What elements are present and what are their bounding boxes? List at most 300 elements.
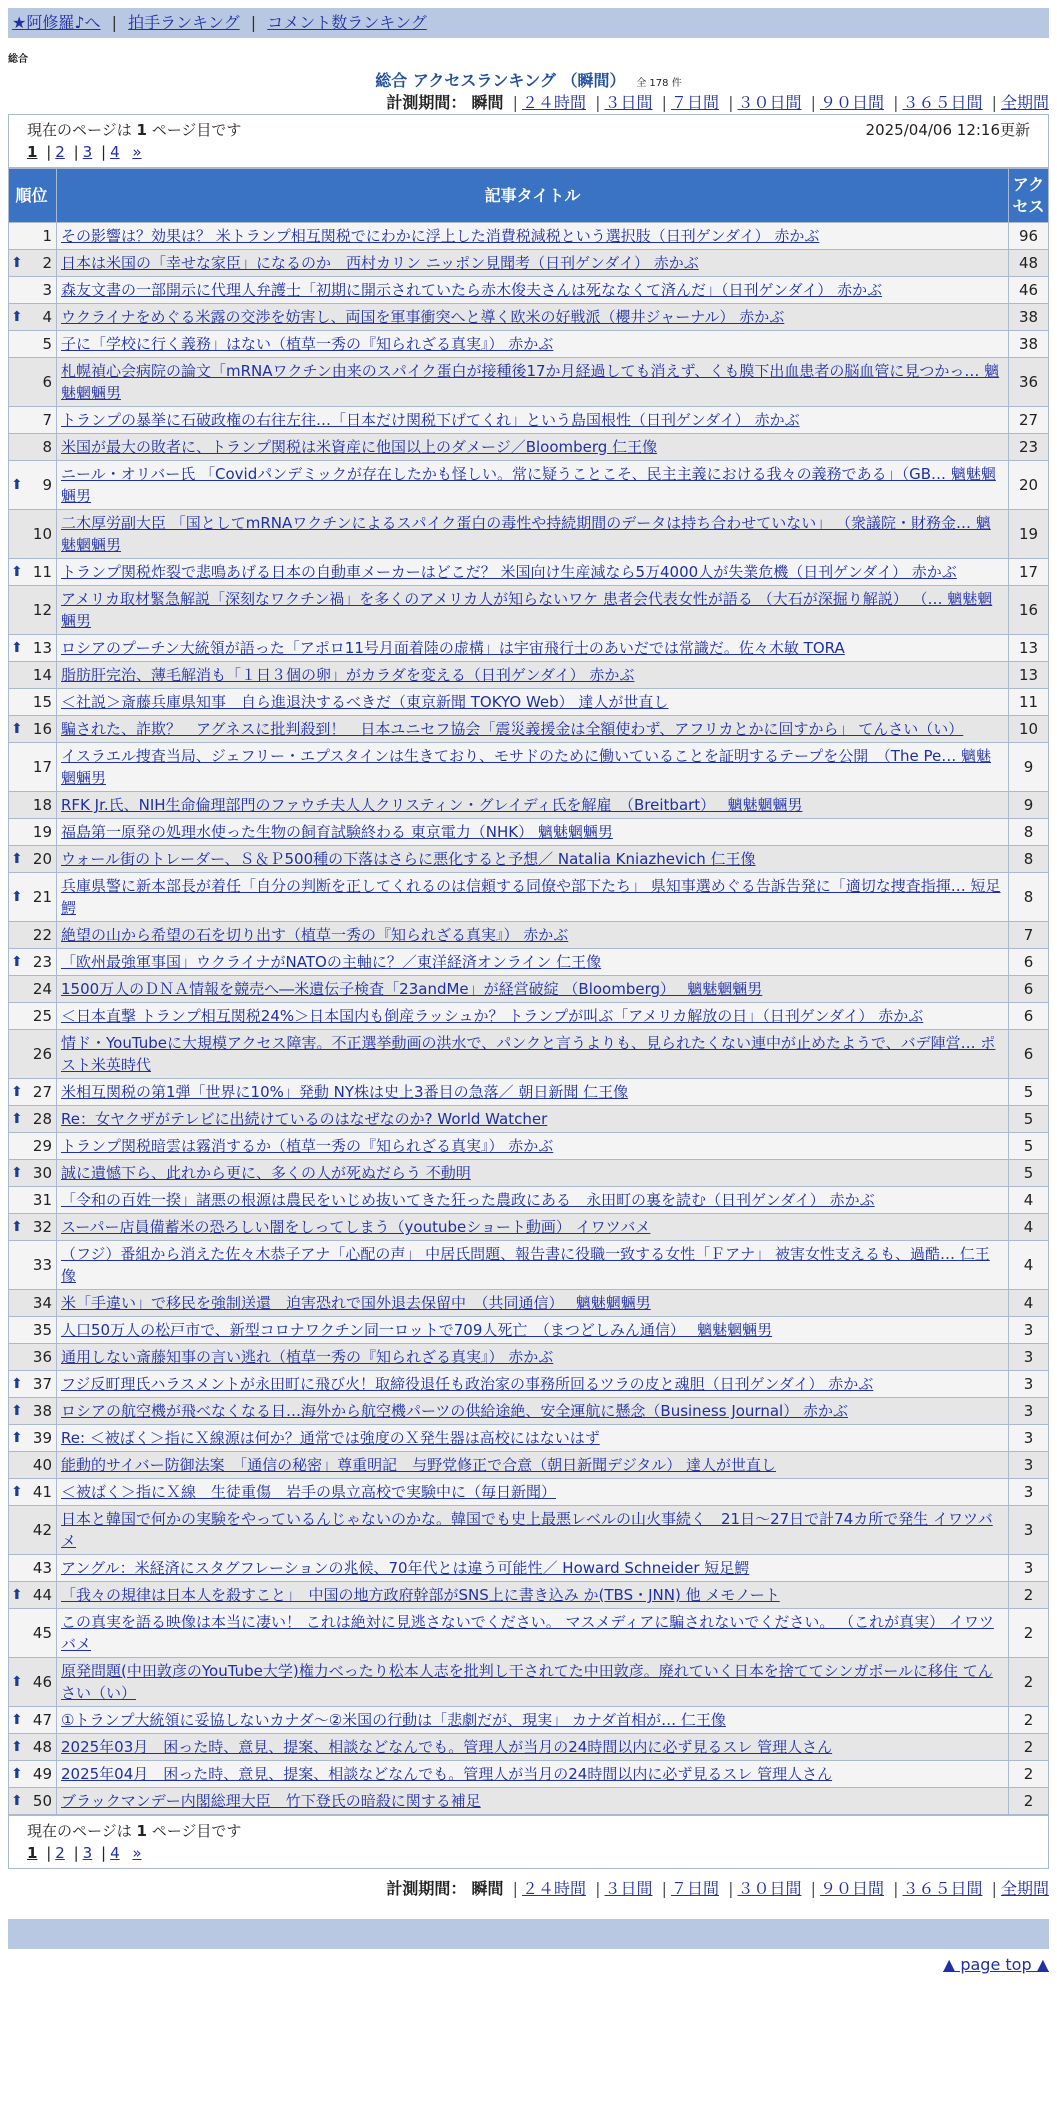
up-arrow-icon: ⬆	[11, 1219, 23, 1235]
title-cell	[57, 1133, 1009, 1160]
article-link[interactable]: 「令和の百姓一揆」諸悪の根源は農民をいじめ抜いてきた狂った農政にある 永田町の裏を読む（日刊ゲンダイ） 赤かぶ	[61, 1191, 875, 1209]
table-row	[9, 1479, 1049, 1506]
rank-cell	[9, 662, 57, 689]
title-cell	[57, 1317, 1009, 1344]
up-arrow-icon: ⬆	[11, 1739, 23, 1755]
rank-cell	[9, 1106, 57, 1133]
article-link[interactable]: （フジ）番組から消えた佐々木恭子アナ「心配の声」 中居氏問題、報告書に役職一致する女性「Ｆアナ」 被害女性支えるも、過酷… 仁王像	[61, 1245, 990, 1285]
table-row	[9, 1214, 1049, 1241]
pagination-bottom: 現在のページは 1 ページ目です 1 | 2 | 3 | 4 »	[8, 1815, 1049, 1869]
title-cell	[57, 1214, 1009, 1241]
rank-cell	[9, 949, 57, 976]
period-option-24h-bottom[interactable]: ２４時間	[521, 1879, 586, 1898]
access-count: 20	[1009, 461, 1049, 510]
table-row	[9, 223, 1049, 250]
title-cell	[57, 922, 1009, 949]
rank-number: 50	[32, 1792, 52, 1810]
rank-number: 27	[32, 1083, 52, 1101]
nav-link-comment-ranking[interactable]: コメント数ランキング	[267, 13, 427, 32]
rank-cell	[9, 1609, 57, 1658]
ranking-table-body	[9, 223, 1049, 1815]
rank-cell	[9, 277, 57, 304]
rank-cell	[9, 407, 57, 434]
rank-number: 22	[32, 926, 52, 944]
access-count: 2	[1009, 1707, 1049, 1734]
up-arrow-icon: ⬆	[11, 564, 23, 580]
access-count: 3	[1009, 1452, 1049, 1479]
access-count: 3	[1009, 1479, 1049, 1506]
table-row	[9, 1317, 1049, 1344]
period-option-all-bottom[interactable]: 全期間	[1000, 1879, 1049, 1898]
rank-number: 18	[32, 796, 52, 814]
rank-number: 3	[42, 281, 52, 299]
bottom-bar	[8, 1919, 1049, 1949]
rank-cell	[9, 1452, 57, 1479]
rank-number: 12	[32, 601, 52, 619]
table-row	[9, 434, 1049, 461]
access-count: 2	[1009, 1658, 1049, 1707]
access-count: 3	[1009, 1555, 1049, 1582]
rank-number: 33	[32, 1256, 52, 1274]
updated-timestamp: 2025/04/06 12:16更新	[865, 121, 1030, 139]
access-count: 7	[1009, 922, 1049, 949]
access-count: 3	[1009, 1398, 1049, 1425]
title-cell	[57, 819, 1009, 846]
rank-cell	[9, 1187, 57, 1214]
page-next-link-bottom[interactable]: »	[132, 1844, 142, 1862]
title-cell	[57, 223, 1009, 250]
table-row	[9, 277, 1049, 304]
rank-cell	[9, 1371, 57, 1398]
table-row	[9, 586, 1049, 635]
table-row	[9, 873, 1049, 922]
rank-number: 13	[32, 639, 52, 657]
pagination-top: 現在のページは 1 ページ目です 2025/04/06 12:16更新 1 | 2 | 3 | 4 »	[8, 114, 1049, 168]
title-cell	[57, 277, 1009, 304]
rank-number: 16	[32, 720, 52, 738]
access-count: 8	[1009, 819, 1049, 846]
rank-cell	[9, 1761, 57, 1788]
title-cell	[57, 792, 1009, 819]
title-cell	[57, 1506, 1009, 1555]
access-count: 5	[1009, 1106, 1049, 1133]
access-count: 16	[1009, 586, 1049, 635]
table-row	[9, 250, 1049, 277]
rank-cell	[9, 1133, 57, 1160]
table-row	[9, 1788, 1049, 1815]
access-count: 13	[1009, 662, 1049, 689]
access-count: 46	[1009, 277, 1049, 304]
rank-cell	[9, 434, 57, 461]
page-next-link[interactable]: »	[132, 143, 142, 161]
title-cell	[57, 689, 1009, 716]
rank-cell	[9, 873, 57, 922]
period-selector-top: 計測期間： 瞬間 | ２４時間 | ３日間 | ７日間 | ３０日間 | ９０日間 | ３６５日間 | 全期間	[386, 93, 1049, 112]
title-cell	[57, 358, 1009, 407]
article-link[interactable]: 2025年03月 困った時、意見、提案、相談などなんでも。管理人が当月の24時間以内に必ず見るスレ 管理人さん	[61, 1738, 833, 1756]
rank-number: 38	[32, 1402, 52, 1420]
rank-number: 39	[32, 1429, 52, 1447]
rank-cell	[9, 1290, 57, 1317]
access-count: 38	[1009, 304, 1049, 331]
table-row	[9, 1290, 1049, 1317]
up-arrow-icon: ⬆	[11, 1587, 23, 1603]
table-row	[9, 1241, 1049, 1290]
title-cell	[57, 1761, 1009, 1788]
rank-cell	[9, 1734, 57, 1761]
table-row	[9, 635, 1049, 662]
up-arrow-icon: ⬆	[11, 1165, 23, 1181]
title-cell	[57, 1734, 1009, 1761]
rank-number: 49	[32, 1765, 52, 1783]
title-cell	[57, 1344, 1009, 1371]
table-row	[9, 1452, 1049, 1479]
up-arrow-icon: ⬆	[11, 851, 23, 867]
page-top-row	[8, 1953, 1049, 1977]
page-current: 1	[27, 143, 38, 161]
access-count: 23	[1009, 434, 1049, 461]
article-link[interactable]: 1500万人のＤＮＡ情報を競売へ―米遺伝子検査「23andMe」が経営破綻 （Bloomberg） 魑魅魍魎男	[61, 980, 763, 998]
rank-cell	[9, 586, 57, 635]
access-count: 19	[1009, 510, 1049, 559]
rank-cell	[9, 1030, 57, 1079]
article-link[interactable]: 日本と韓国で何かの実験をやっているんじゃないのかな。韓国でも史上最悪レベルの山火事続く 21日～27日で計74カ所で発生 イワツバメ	[61, 1510, 993, 1550]
title-cell	[57, 743, 1009, 792]
article-link[interactable]: ニール・オリバー氏 「Covidパンデミックが存在したかも怪しい。常に疑うことこそ、民主主義における我々の義務である」（GB… 魑魅魍魎男	[61, 465, 996, 505]
access-count: 36	[1009, 358, 1049, 407]
access-count: 13	[1009, 635, 1049, 662]
article-link[interactable]: その影響は？効果は？ 米トランプ相互関税でにわかに浮上した消費税減税という選択肢（日刊ゲンダイ） 赤かぶ	[61, 227, 820, 245]
section-label: 総合	[8, 54, 28, 65]
up-arrow-icon: ⬆	[11, 889, 23, 905]
rank-number: 20	[32, 850, 52, 868]
access-count: 27	[1009, 407, 1049, 434]
table-row	[9, 1582, 1049, 1609]
rank-cell	[9, 1506, 57, 1555]
table-row	[9, 1398, 1049, 1425]
rank-cell	[9, 304, 57, 331]
title-cell	[57, 1160, 1009, 1187]
article-link[interactable]: 騙された、詐欺？ アグネスに批判殺到！ 日本ユニセフ協会「震災義援金は全額使わず、アフリカとかに回すから」 てんさい（い）	[61, 720, 964, 738]
table-row	[9, 331, 1049, 358]
access-count: 2	[1009, 1582, 1049, 1609]
access-count: 2	[1009, 1761, 1049, 1788]
article-link[interactable]: 二木厚労副大臣 「国としてmRNAワクチンによるスパイク蛋白の毒性や持続期間のデータは持ち合わせていない」 （衆議院・財務金… 魑魅魍魎男	[61, 514, 991, 554]
table-row	[9, 1555, 1049, 1582]
period-option-365d[interactable]: ３６５日間	[902, 93, 983, 112]
table-row	[9, 662, 1049, 689]
rank-cell	[9, 922, 57, 949]
access-count: 17	[1009, 559, 1049, 586]
rank-number: 7	[42, 411, 52, 429]
up-arrow-icon: ⬆	[11, 954, 23, 970]
rank-number: 2	[42, 254, 52, 272]
period-label: 計測期間：	[386, 93, 467, 112]
rank-cell	[9, 331, 57, 358]
article-link[interactable]: アングル：米経済にスタグフレーションの兆候、70年代とは違う可能性／ Howard Schneider 短足鰐	[61, 1559, 750, 1577]
access-count: 11	[1009, 689, 1049, 716]
access-count: 38	[1009, 331, 1049, 358]
article-link[interactable]: 人口50万人の松戸市で、新型コロナワクチン同一ロットで709人死亡 （まつどしみん通信） 魑魅魍魎男	[61, 1321, 773, 1339]
table-row	[9, 1160, 1049, 1187]
title-cell	[57, 1788, 1009, 1815]
article-link[interactable]: ①トランプ大統領に妥協しないカナダ～②米国の行動は「悲劇だが、現実」 カナダ首相が… 仁王像	[61, 1711, 726, 1729]
rank-cell	[9, 461, 57, 510]
table-row	[9, 1106, 1049, 1133]
up-arrow-icon: ⬆	[11, 1430, 23, 1446]
access-count: 2	[1009, 1609, 1049, 1658]
title-cell	[57, 846, 1009, 873]
nav-link-applause-ranking[interactable]: 拍手ランキング	[128, 13, 240, 32]
article-link[interactable]: ウクライナをめぐる米露の交渉を妨害し、両国を軍事衝突へと導く欧米の好戦派（櫻井ジャーナル） 赤かぶ	[61, 308, 785, 326]
access-count: 6	[1009, 1030, 1049, 1079]
article-link[interactable]: 能動的サイバー防御法案 「通信の秘密」尊重明記 与野党修正で合意（朝日新聞デジタル） 達人が世直し	[61, 1456, 777, 1474]
rank-number: 31	[32, 1191, 52, 1209]
rank-number: 48	[32, 1738, 52, 1756]
page-status: 現在のページは 1 ページ目です	[27, 121, 242, 139]
rank-cell	[9, 792, 57, 819]
up-arrow-icon: ⬆	[11, 1111, 23, 1127]
rank-number: 35	[32, 1321, 52, 1339]
article-link[interactable]: RFK Jr.氏、NIH生命倫理部門のファウチ夫人人クリスティン・グレイディ氏を解雇 （Breitbart） 魑魅魍魎男	[61, 796, 803, 814]
rank-cell	[9, 1707, 57, 1734]
title-cell	[57, 250, 1009, 277]
table-row	[9, 1609, 1049, 1658]
title-cell	[57, 1555, 1009, 1582]
page-status-bottom: 現在のページは 1 ページ目です	[27, 1822, 242, 1840]
rank-number: 17	[32, 758, 52, 776]
rank-cell	[9, 743, 57, 792]
up-arrow-icon: ⬆	[11, 1376, 23, 1392]
article-link[interactable]: 米「手違い」で移民を強制送還 迫害恐れで国外退去保留中 （共同通信） 魑魅魍魎男	[61, 1294, 651, 1312]
table-row	[9, 1761, 1049, 1788]
period-current: 瞬間	[471, 93, 504, 112]
access-count: 3	[1009, 1344, 1049, 1371]
page-link-2-bottom[interactable]: 2	[55, 1844, 65, 1862]
period-option-all[interactable]: 全期間	[1000, 93, 1049, 112]
article-link[interactable]: 子に「学校に行く義務」はない（植草一秀の『知られざる真実』） 赤かぶ	[61, 335, 554, 353]
access-count: 6	[1009, 949, 1049, 976]
rank-number: 11	[32, 563, 52, 581]
table-row	[9, 1707, 1049, 1734]
access-count: 4	[1009, 1241, 1049, 1290]
article-link[interactable]: 絶望の山から希望の石を切り出す（植草一秀の『知られざる真実』） 赤かぶ	[61, 926, 569, 944]
table-row	[9, 1425, 1049, 1452]
rank-cell	[9, 1317, 57, 1344]
page-top-link[interactable]: ▲ page top ▲	[942, 1955, 1049, 1974]
article-link[interactable]: 「我々の規律は日本人を殺すこと」 中国の地方政府幹部がSNS上に書き込み か(TBS・JNN) 他 メモノート	[61, 1586, 780, 1604]
rank-number: 4	[42, 308, 52, 326]
article-link[interactable]: 森友文書の一部開示に代理人弁護士「初期に開示されていたら赤木俊夫さんは死ななくて済んだ」（日刊ゲンダイ） 赤かぶ	[61, 281, 883, 299]
rank-cell	[9, 250, 57, 277]
title-cell	[57, 1187, 1009, 1214]
page-link-2[interactable]: 2	[55, 143, 65, 161]
rank-number: 42	[32, 1521, 52, 1539]
rank-number: 24	[32, 980, 52, 998]
rank-number: 30	[32, 1164, 52, 1182]
period-option-7d-bottom[interactable]: ７日間	[670, 1879, 719, 1898]
article-link[interactable]: アメリカ取材緊急解説「深刻なワクチン禍」を多くのアメリカ人が知らないワケ 患者会代表女性が語る （大石が深掘り解説） （… 魑魅魍魎男	[61, 590, 993, 630]
rank-cell	[9, 1658, 57, 1707]
access-count: 3	[1009, 1506, 1049, 1555]
article-link[interactable]: ウォール街のトレーダー、Ｓ＆Ｐ500種の下落はさらに悪化すると予想／ Natalia Kniazhevich 仁王像	[61, 850, 756, 868]
title-cell	[57, 331, 1009, 358]
rank-cell	[9, 819, 57, 846]
page-link-4[interactable]: 4	[110, 143, 120, 161]
article-link[interactable]: 日本は米国の「幸せな家臣」になるのか 西村カリン ニッポン見聞考（日刊ゲンダイ） 赤かぶ	[61, 254, 699, 272]
rank-cell	[9, 635, 57, 662]
rank-number: 36	[32, 1348, 52, 1366]
article-link[interactable]: 福島第一原発の処理水使った生物の飼育試験終わる 東京電力（NHK） 魑魅魍魎男	[61, 823, 613, 841]
article-link[interactable]: ロシアのプーチン大統領が語った「アポロ11号月面着陸の虚構」は宇宙飛行士のあいだでは常識だ。佐々木敏 TORA	[61, 639, 845, 657]
title-cell	[57, 434, 1009, 461]
article-link[interactable]: スーパー店員備蓄米の恐ろしい闇をしってしまう（youtubeショート動画） イワツバメ	[61, 1218, 651, 1236]
access-count: 3	[1009, 1425, 1049, 1452]
table-row	[9, 1187, 1049, 1214]
article-link[interactable]: トランプの暴挙に石破政権の右往左往…「日本だけ関税下げてくれ」という島国根性（日刊ゲンダイ） 赤かぶ	[61, 411, 800, 429]
article-link[interactable]: ＜被ばく＞指にＸ線 生徒重傷 岩手の県立高校で実験中に（毎日新聞）	[61, 1483, 557, 1501]
article-link[interactable]: この真実を語る映像は本当に凄い！ これは絶対に見逃さないでください。 マスメディアに騙されないでください。 （これが真実） イワツバメ	[61, 1613, 994, 1653]
rank-cell	[9, 1479, 57, 1506]
rank-number: 23	[32, 953, 52, 971]
period-option-30d-bottom[interactable]: ３０日間	[737, 1879, 802, 1898]
rank-cell	[9, 1398, 57, 1425]
up-arrow-icon: ⬆	[11, 309, 23, 325]
article-link[interactable]: 札幌禎心会病院の論文「mRNAワクチン由来のスパイク蛋白が接種後17か月経過しても消えず、くも膜下出血患者の脳血管に見つかっ… 魑魅魍魎男	[61, 362, 1000, 402]
title-cell	[57, 1003, 1009, 1030]
rank-number: 9	[42, 476, 52, 494]
table-row	[9, 689, 1049, 716]
home-link[interactable]: ★阿修羅♪へ	[12, 13, 101, 32]
access-count: 4	[1009, 1187, 1049, 1214]
rank-cell	[9, 1788, 57, 1815]
article-link[interactable]: ＜社説＞斎藤兵庫県知事 自ら進退決するべきだ（東京新聞 TOKYO Web） 達人が世直し	[61, 693, 669, 711]
period-option-90d-bottom[interactable]: ９０日間	[819, 1879, 884, 1898]
rank-number: 43	[32, 1559, 52, 1577]
table-row	[9, 1133, 1049, 1160]
access-count: 3	[1009, 1371, 1049, 1398]
table-row	[9, 1734, 1049, 1761]
rank-number: 40	[32, 1456, 52, 1474]
up-arrow-icon: ⬆	[11, 1084, 23, 1100]
article-link[interactable]: Re：女ヤクザがテレビに出続けているのはなぜなのか? World Watcher	[61, 1110, 548, 1128]
rank-cell	[9, 510, 57, 559]
article-link[interactable]: イスラエル捜査当局、ジェフリー・エプスタインは生きており、モサドのために働いていることを証明するテープを公開 （The Pe… 魑魅魍魎男	[61, 747, 991, 787]
rank-cell	[9, 976, 57, 1003]
article-link[interactable]: 米国が最大の敗者に、トランプ関税は米資産に他国以上のダメージ／Bloomberg 仁王像	[61, 438, 658, 456]
rank-number: 19	[32, 823, 52, 841]
page-link-3-bottom[interactable]: 3	[82, 1844, 93, 1862]
table-row	[9, 510, 1049, 559]
article-link[interactable]: フジ反町理氏ハラスメントが永田町に飛び火！取締役退任も政治家の事務所回るツラの皮と魂胆（日刊ゲンダイ） 赤かぶ	[61, 1375, 874, 1393]
article-link[interactable]: 誠に遺憾下ら、此れから更に、多くの人が死ぬだらう 不動明	[61, 1164, 471, 1182]
rank-number: 28	[32, 1110, 52, 1128]
table-row	[9, 1030, 1049, 1079]
up-arrow-icon: ⬆	[11, 1484, 23, 1500]
article-link[interactable]: 脂肪肝完治、薄毛解消も「１日３個の卵」がカラダを変える（日刊ゲンダイ） 赤かぶ	[61, 666, 635, 684]
up-arrow-icon: ⬆	[11, 1712, 23, 1728]
table-row	[9, 407, 1049, 434]
article-link[interactable]: Re: ＜被ばく＞指にＸ線源は何か？通常では強度のＸ発生器は高校にはないはず	[61, 1429, 600, 1447]
article-link[interactable]: 2025年04月 困った時、意見、提案、相談などなんでも。管理人が当月の24時間以内に必ず見るスレ 管理人さん	[61, 1765, 833, 1783]
article-link[interactable]: 原発問題(中田敦彦のYouTube大学)権力べったり松本人志を批判し干されてた中田敦彦。廃れていく日本を捨ててシンガポールに移住 てんさい（い）	[61, 1662, 993, 1702]
rank-cell	[9, 716, 57, 743]
access-count: 96	[1009, 223, 1049, 250]
article-link[interactable]: 米相互関税の第1弾「世界に10%」発動 NY株は史上3番目の急落／ 朝日新聞 仁王像	[61, 1083, 629, 1101]
article-link[interactable]: ブラックマンデー内閣総理大臣 竹下登氏の暗殺に関する補足	[61, 1792, 481, 1810]
rank-cell	[9, 1214, 57, 1241]
table-row	[9, 922, 1049, 949]
rank-cell	[9, 1344, 57, 1371]
up-arrow-icon: ⬆	[11, 1766, 23, 1782]
period-option-3d-bottom[interactable]: ３日間	[604, 1879, 653, 1898]
rank-number: 1	[42, 227, 52, 245]
article-link[interactable]: 「欧州最強軍事国」ウクライナがNATOの主軸に？／東洋経済オンライン 仁王像	[61, 953, 602, 971]
title-cell	[57, 1609, 1009, 1658]
rank-number: 21	[32, 888, 52, 906]
access-count: 5	[1009, 1133, 1049, 1160]
title-cell	[57, 1479, 1009, 1506]
rank-cell	[9, 689, 57, 716]
rank-number: 29	[32, 1137, 52, 1155]
period-option-90d[interactable]: ９０日間	[819, 93, 884, 112]
up-arrow-icon: ⬆	[11, 1674, 23, 1690]
rank-cell	[9, 846, 57, 873]
ranking-table	[8, 168, 1049, 1815]
rank-number: 41	[32, 1483, 52, 1501]
access-count: 5	[1009, 1160, 1049, 1187]
period-option-365d-bottom[interactable]: ３６５日間	[902, 1879, 983, 1898]
period-option-3d[interactable]: ３日間	[604, 93, 653, 112]
rank-cell	[9, 1241, 57, 1290]
rank-number: 10	[32, 525, 52, 543]
article-link[interactable]: 通用しない斎藤知事の言い逃れ（植草一秀の『知られざる真実』） 赤かぶ	[61, 1348, 554, 1366]
title-cell	[57, 1106, 1009, 1133]
period-option-30d[interactable]: ３０日間	[737, 93, 802, 112]
title-cell	[57, 976, 1009, 1003]
title-cell	[57, 1582, 1009, 1609]
title-cell	[57, 559, 1009, 586]
title-cell	[57, 662, 1009, 689]
article-link[interactable]: ロシアの航空機が飛べなくなる日…海外から航空機パーツの供給途絶、安全運航に懸念（Business Journal） 赤かぶ	[61, 1402, 848, 1420]
rank-cell	[9, 223, 57, 250]
page-link-3[interactable]: 3	[82, 143, 93, 161]
article-link[interactable]: 兵庫県警に新本部長が着任「自分の判断を正してくれるのは信頼する同僚や部下たち」 県知事選めぐる告訴告発に「適切な捜査指揮… 短足鰐	[61, 877, 1001, 917]
rank-cell	[9, 1079, 57, 1106]
table-row	[9, 358, 1049, 407]
page-link-4-bottom[interactable]: 4	[110, 1844, 120, 1862]
title-cell	[57, 510, 1009, 559]
title-cell	[57, 1371, 1009, 1398]
article-link[interactable]: ＜日本直撃 トランプ相互関税24%＞日本国内も倒産ラッシュか？ トランプが叫ぶ「アメリカ解放の日」（日刊ゲンダイ） 赤かぶ	[61, 1007, 924, 1025]
article-link[interactable]: トランプ関税暗雲は霧消するか（植草一秀の『知られざる真実』） 赤かぶ	[61, 1137, 554, 1155]
article-link[interactable]: 情ド・YouTubeに大規模アクセス障害。不正選挙動画の洪水で、パンクと言うよりも、見られたくない連中が止めたようで、バデ陣営… ポスト米英時代	[61, 1034, 996, 1074]
rank-number: 8	[42, 438, 52, 456]
table-row	[9, 792, 1049, 819]
title-cell	[57, 1290, 1009, 1317]
title-cell	[57, 873, 1009, 922]
access-count: 3	[1009, 1317, 1049, 1344]
article-link[interactable]: トランプ関税炸裂で悲鳴あげる日本の自動車メーカーはどこだ？ 米国向け生産減なら5万4000人が失業危機（日刊ゲンダイ） 赤かぶ	[61, 563, 957, 581]
rank-cell	[9, 1555, 57, 1582]
col-header-count: アクセス	[1009, 169, 1049, 223]
total-count: 全 178 件	[636, 78, 682, 89]
access-count: 4	[1009, 1214, 1049, 1241]
period-option-24h[interactable]: ２４時間	[521, 93, 586, 112]
title-cell	[57, 635, 1009, 662]
period-option-7d[interactable]: ７日間	[670, 93, 719, 112]
access-count: 2	[1009, 1788, 1049, 1815]
